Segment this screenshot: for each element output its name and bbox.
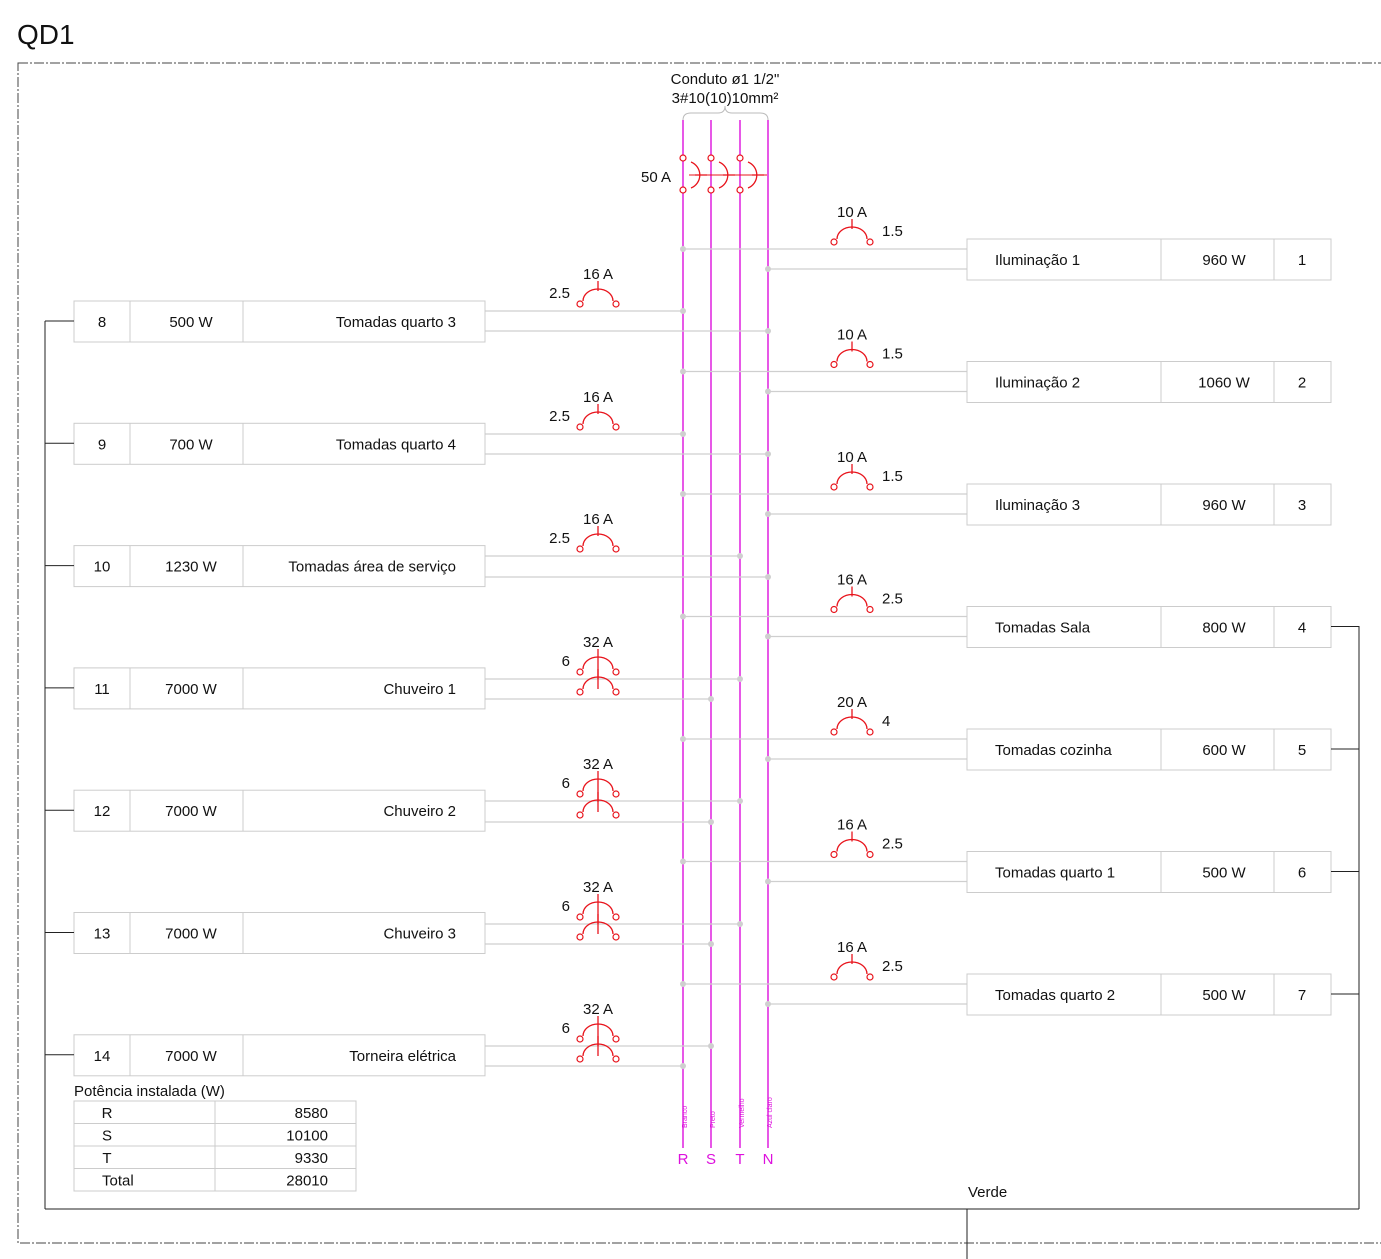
wire-gauge: 2.5 — [549, 530, 570, 547]
bus-tap-dot — [765, 634, 771, 640]
breaker-rating: 16 A — [582, 389, 614, 406]
circuit-row-12 — [45, 756, 743, 831]
circuit-number: 3 — [1297, 497, 1307, 514]
circuit-number: 13 — [93, 925, 111, 943]
breaker-contact — [831, 484, 837, 490]
breaker-contact — [613, 424, 619, 430]
circuit-power: 1230 W — [165, 558, 217, 576]
breaker-contact — [577, 812, 583, 818]
phase-label: T — [102, 1150, 112, 1167]
breaker-contact — [577, 689, 583, 695]
breaker-contact — [577, 669, 583, 675]
circuit-power: 500 W — [169, 314, 213, 331]
circuit-row-7 — [680, 939, 1359, 1015]
bus-tap-dot — [708, 1043, 714, 1049]
circuit-power: 7000 W — [165, 925, 217, 943]
phase-label: R — [101, 1105, 113, 1122]
wire-gauge: 1.5 — [882, 345, 903, 363]
main-breaker-contact — [680, 187, 686, 193]
bus-color-label: Branco — [682, 1105, 689, 1128]
circuit-number: 2 — [1297, 374, 1307, 392]
breaker-contact — [867, 484, 873, 490]
circuit-description: Tomadas Sala — [995, 619, 1091, 637]
breaker-contact — [613, 914, 619, 920]
wire-gauge: 2.5 — [882, 958, 903, 975]
breaker-contact — [867, 729, 873, 735]
circuit-breaker — [831, 954, 873, 980]
circuit-description: Iluminação 2 — [995, 374, 1081, 392]
breaker-rating: 20 A — [836, 694, 868, 711]
bus-phase-label: N — [762, 1151, 774, 1168]
circuit-description: Tomadas quarto 3 — [335, 314, 456, 331]
bus-tap-dot — [765, 756, 771, 762]
breaker-rating: 10 A — [836, 204, 868, 221]
wire-gauge: 6 — [561, 775, 570, 792]
circuit-number: 4 — [1297, 619, 1307, 637]
circuit-description: Tomadas área de serviço — [288, 558, 456, 576]
circuit-description: Tomadas cozinha — [995, 742, 1112, 759]
circuit-description: Torneira elétrica — [349, 1047, 456, 1065]
breaker-rating: 32 A — [582, 1001, 614, 1018]
breaker-contact — [613, 791, 619, 797]
conduit-brace — [683, 106, 768, 120]
breaker-rating: 16 A — [836, 939, 868, 956]
bus-tap-dot — [708, 696, 714, 702]
phase-power: 10100 — [286, 1127, 328, 1145]
bus-phase-label: S — [705, 1151, 717, 1168]
breaker-rating: 32 A — [582, 634, 614, 651]
breaker-contact — [613, 934, 619, 940]
breaker-rating: 16 A — [836, 571, 868, 589]
circuit-breaker — [831, 832, 873, 858]
phase-label: S — [101, 1127, 113, 1145]
breaker-contact — [577, 546, 583, 552]
bus-color-label: Vermelho — [739, 1098, 746, 1128]
conduit-size-label: Conduto ø1 1/2" — [670, 71, 780, 88]
wire-gauge: 2.5 — [882, 590, 903, 608]
breaker-contact — [577, 914, 583, 920]
circuit-row-3 — [680, 449, 1331, 525]
panel-title: QD1 — [17, 19, 75, 50]
circuit-breaker — [831, 342, 873, 368]
circuit-description: Chuveiro 3 — [383, 925, 456, 943]
bus-tap-dot — [680, 369, 686, 375]
circuit-power: 960 W — [1202, 497, 1246, 514]
circuit-row-8 — [45, 266, 771, 342]
circuit-number: 6 — [1297, 864, 1307, 882]
circuit-description: Tomadas quarto 2 — [995, 987, 1116, 1004]
wire-gauge: 4 — [882, 713, 891, 730]
circuit-row-11 — [45, 634, 743, 709]
circuit-breaker — [831, 464, 873, 490]
bus-tap-dot — [737, 798, 743, 804]
circuit-row-14 — [45, 1001, 714, 1076]
right-circuits — [680, 204, 1359, 1015]
circuit-description: Tomadas quarto 1 — [995, 864, 1116, 882]
breaker-rating: 32 A — [582, 879, 614, 896]
circuit-number: 10 — [93, 558, 111, 576]
circuit-row-13 — [45, 879, 743, 954]
breaker-rating: 16 A — [582, 266, 614, 283]
wire-gauge: 2.5 — [549, 285, 570, 302]
circuit-description: Iluminação 3 — [995, 497, 1081, 514]
breaker-contact — [867, 607, 873, 613]
circuit-number: 9 — [97, 436, 107, 454]
bus-color-label: Preto — [710, 1111, 717, 1128]
bus-tap-dot — [680, 859, 686, 865]
breaker-contact — [867, 362, 873, 368]
circuit-row-6 — [680, 817, 1359, 893]
phase-power: 8580 — [294, 1105, 328, 1122]
bus-tap-dot — [680, 981, 686, 987]
bus-tap-dot — [765, 389, 771, 395]
circuit-power: 1060 W — [1198, 374, 1250, 392]
main-breaker-contact — [708, 187, 714, 193]
circuit-breaker — [831, 219, 873, 245]
breaker-contact — [613, 812, 619, 818]
breaker-contact — [577, 1036, 583, 1042]
bus-tap-dot — [737, 921, 743, 927]
wire-gauge: 2.5 — [882, 835, 903, 853]
bus-tap-dot — [680, 491, 686, 497]
circuit-power: 7000 W — [165, 680, 217, 698]
left-circuits — [45, 266, 771, 1076]
circuit-number: 11 — [94, 680, 110, 698]
breaker-contact — [613, 546, 619, 552]
circuit-number: 5 — [1297, 742, 1307, 759]
breaker-contact — [577, 301, 583, 307]
breaker-rating: 10 A — [836, 326, 868, 344]
main-breaker-contact — [737, 187, 743, 193]
circuit-power: 960 W — [1202, 252, 1246, 269]
breaker-rating: 16 A — [836, 816, 868, 834]
circuit-row-1 — [680, 204, 1331, 280]
bus-tap-dot — [765, 266, 771, 272]
power-table-title: Potência instalada (W) — [74, 1083, 225, 1100]
breaker-contact — [831, 974, 837, 980]
circuit-description: Tomadas quarto 4 — [335, 436, 456, 454]
breaker-contact — [577, 424, 583, 430]
breaker-rating: 10 A — [836, 449, 868, 466]
breaker-contact — [831, 607, 837, 613]
circuit-breaker — [577, 526, 619, 552]
bus-tap-dot — [765, 1001, 771, 1007]
circuit-breaker — [831, 587, 873, 613]
bus-tap-dot — [765, 879, 771, 885]
bus-tap-dot — [680, 246, 686, 252]
circuit-number: 8 — [97, 314, 107, 331]
circuit-row-10 — [45, 511, 771, 587]
circuit-row-9 — [45, 389, 771, 464]
bus-tap-dot — [680, 736, 686, 742]
wire-gauge: 6 — [561, 653, 570, 670]
circuit-power: 7000 W — [165, 1047, 217, 1065]
circuit-number: 7 — [1297, 987, 1307, 1004]
main-breaker-rating: 50 A — [641, 169, 672, 186]
circuit-number: 12 — [93, 803, 111, 821]
bus-tap-dot — [765, 328, 771, 334]
circuit-row-2 — [680, 327, 1331, 403]
main-breaker-contact — [737, 155, 743, 161]
bus-tap-dot — [737, 676, 743, 682]
breaker-contact — [613, 689, 619, 695]
bus-bars — [671, 71, 780, 1168]
circuit-breaker — [577, 281, 619, 307]
circuit-row-4 — [680, 572, 1359, 648]
installed-power-table — [74, 1083, 356, 1191]
breaker-contact — [613, 669, 619, 675]
bus-tap-dot — [765, 511, 771, 517]
bus-tap-dot — [737, 553, 743, 559]
breaker-contact — [613, 301, 619, 307]
wire-gauge: 1.5 — [882, 223, 903, 240]
bus-tap-dot — [680, 614, 686, 620]
wire-gauge: 2.5 — [549, 408, 570, 425]
circuit-breaker — [577, 404, 619, 430]
wire-gauge: 6 — [561, 898, 570, 915]
breaker-contact — [867, 852, 873, 858]
conduit-cable-label: 3#10(10)10mm² — [671, 90, 779, 107]
breaker-contact — [831, 729, 837, 735]
bus-tap-dot — [708, 941, 714, 947]
breaker-contact — [867, 974, 873, 980]
breaker-contact — [577, 791, 583, 797]
bus-tap-dot — [765, 574, 771, 580]
bus-tap-dot — [708, 819, 714, 825]
circuit-description: Chuveiro 1 — [383, 680, 456, 698]
breaker-contact — [577, 1056, 583, 1062]
phase-power: 9330 — [294, 1150, 328, 1167]
circuit-power: 7000 W — [165, 803, 217, 821]
breaker-rating: 16 A — [582, 511, 614, 528]
phase-label: Total — [102, 1172, 134, 1190]
circuit-power: 600 W — [1202, 742, 1246, 759]
circuit-power: 700 W — [169, 436, 213, 454]
bus-tap-dot — [680, 308, 686, 314]
breaker-contact — [613, 1036, 619, 1042]
bus-phase-label: R — [677, 1151, 689, 1168]
circuit-power: 500 W — [1202, 864, 1246, 882]
circuit-number: 1 — [1297, 252, 1307, 269]
breaker-contact — [831, 852, 837, 858]
breaker-contact — [831, 362, 837, 368]
breaker-rating: 32 A — [582, 756, 614, 773]
ground-label: Verde — [968, 1184, 1008, 1201]
breaker-contact — [867, 239, 873, 245]
bus-tap-dot — [765, 451, 771, 457]
main-breaker-contact — [680, 155, 686, 161]
circuit-number: 14 — [93, 1047, 111, 1065]
circuit-description: Iluminação 1 — [995, 252, 1081, 269]
circuit-breaker — [831, 709, 873, 735]
wire-gauge: 6 — [561, 1020, 570, 1037]
breaker-contact — [577, 934, 583, 940]
wire-gauge: 1.5 — [882, 468, 903, 485]
circuit-row-5 — [680, 694, 1359, 770]
circuit-power: 800 W — [1202, 619, 1246, 637]
main-breaker — [641, 155, 767, 193]
bus-tap-dot — [680, 431, 686, 437]
bus-phase-label: T — [735, 1151, 745, 1168]
phase-power: 28010 — [286, 1172, 328, 1190]
circuit-power: 500 W — [1202, 987, 1246, 1004]
bus-color-label: Azul claro — [767, 1097, 774, 1128]
breaker-contact — [831, 239, 837, 245]
circuit-description: Chuveiro 2 — [383, 803, 456, 821]
breaker-contact — [613, 1056, 619, 1062]
main-breaker-contact — [708, 155, 714, 161]
bus-tap-dot — [680, 1063, 686, 1069]
